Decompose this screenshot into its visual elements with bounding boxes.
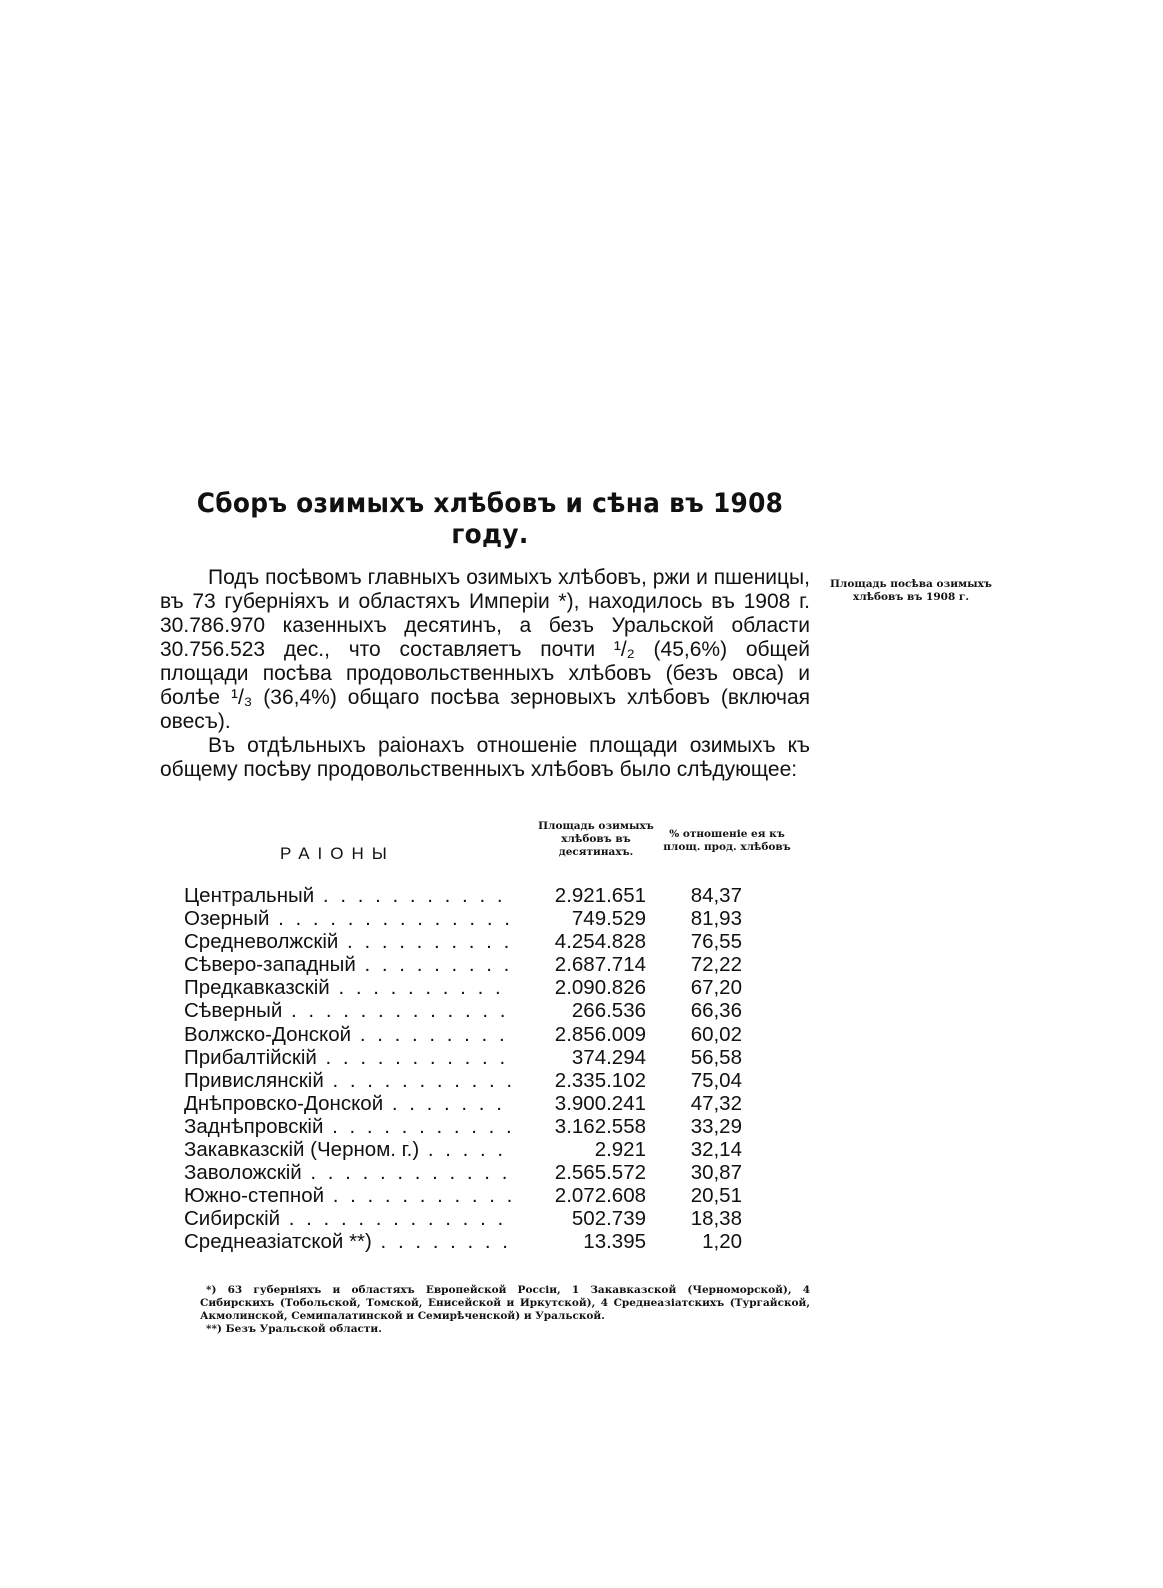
footnote-1: *) 63 губерніяхъ и областяхъ Европейской Россіи, 1 Закавказской (Черноморской), 4 Сибирскихъ (Тобольской, Томской, Енисейской и Иркутской), 4 Среднеазіатскихъ (Тургайской, Акмолинской, Семипалатинской и Семирѣченской) и Уральской. [200,1284,810,1322]
cell-name: Волжско-Донской . . . [184,1023,514,1047]
cell-name: Привислянскій . . . [184,1069,514,1093]
cell-pct: 32,14 [690,1138,742,1162]
table-row [184,1115,804,1138]
table-header [184,818,804,884]
cell-pct: 84,37 [690,884,742,907]
cell-area: 2.921 [594,1138,646,1162]
cell-pct: 47,32 [690,1091,742,1115]
table-row [184,907,804,930]
footnotes [200,1284,810,1336]
cell-pct: 30,87 [690,1161,742,1185]
cell-area: 2.687.714 [554,953,646,977]
margin-note: Площадь посѣва озимыхъ хлѣбовъ въ 1908 г. [830,578,992,603]
regions-table [184,818,804,1254]
body-text [160,566,810,782]
cell-pct: 76,55 [690,930,742,954]
cell-area: 2.856.009 [554,1022,646,1046]
cell-pct: 66,36 [690,999,742,1023]
table-body [184,884,804,1254]
cell-area: 2.565.572 [554,1161,646,1185]
cell-pct: 18,38 [690,1207,742,1231]
header-pct: % отношеніе ея къ площ. прод. хлѣбовъ [663,828,791,853]
cell-name: Сибирскій . . . [184,1207,514,1231]
cell-pct: 81,93 [690,907,742,931]
cell-area: 2.335.102 [554,1068,646,1092]
cell-area: 749.529 [571,907,646,931]
cell-name: Днѣпровско-Донской . . . [184,1092,514,1116]
table-row [184,1138,804,1161]
footnote-2: **) Безъ Уральской области. [206,1323,382,1335]
cell-area: 3.162.558 [554,1114,646,1138]
header-region: РАІОНЫ [280,844,395,863]
cell-area: 3.900.241 [554,1091,646,1115]
paragraph-1: Подъ посѣвомъ главныхъ озимыхъ хлѣбовъ, ржи и пшеницы, въ 73 губерніяхъ и областяхъ Имперіи *), находилось въ 1908 г. 30.786.970 казенныхъ десятинъ, а безъ Уральской области 30.756.523 дес., что составляетъ почти ¹/₂ (45,6%) общей площади посѣва продовольственныхъ хлѣбовъ (безъ овса) и болѣе ¹/₃ (36,4%) общаго посѣва зерновыхъ хлѣбовъ (включая овесъ). [160,566,810,733]
cell-area: 266.536 [571,999,646,1023]
cell-area: 13.395 [583,1230,646,1254]
header-area: Площадь озимыхъ хлѣбовъ въ десятинахъ. [538,820,654,858]
cell-name: Заднѣпровскій . . . [184,1115,514,1139]
table-row [184,930,804,953]
table-row [184,1184,804,1207]
cell-name: Озерный . . . [184,907,514,931]
table-row [184,1069,804,1092]
table-row [184,1046,804,1069]
cell-name: Прибалтійскій . . . [184,1046,514,1070]
cell-name: Центральный . . . [184,884,514,908]
cell-name: Среднеазіатской **) . . . [184,1230,514,1254]
cell-pct: 67,20 [690,976,742,1000]
table-row [184,953,804,976]
cell-area: 4.254.828 [554,930,646,954]
table-row [184,1230,804,1253]
table-row [184,976,804,999]
cell-name: Закавказскій (Черном. г.) . . . [184,1138,514,1162]
cell-name: Южно-степной . . . [184,1184,514,1208]
cell-pct: 1,20 [702,1230,742,1254]
cell-name: Сѣверо-западный . . . [184,953,514,977]
table-row [184,884,804,907]
cell-pct: 56,58 [690,1045,742,1069]
cell-area: 374.294 [571,1045,646,1069]
cell-name: Сѣверный . . . [184,999,514,1023]
cell-pct: 33,29 [690,1114,742,1138]
cell-name: Заволожскій . . . [184,1161,514,1185]
table-row [184,1092,804,1115]
page-title: Сборъ озимыхъ хлѣбовъ и сѣна въ 1908 году. [196,488,784,550]
cell-pct: 20,51 [690,1184,742,1208]
cell-pct: 75,04 [690,1068,742,1092]
cell-area: 2.921.651 [554,884,646,907]
cell-area: 2.072.608 [554,1184,646,1208]
cell-name: Средневолжскій . . . [184,930,514,954]
cell-pct: 60,02 [690,1022,742,1046]
cell-pct: 72,22 [690,953,742,977]
cell-name: Предкавказскій . . . [184,976,514,1000]
table-row [184,1023,804,1046]
table-row [184,1161,804,1184]
table-row [184,999,804,1022]
table-row [184,1207,804,1230]
cell-area: 2.090.826 [554,976,646,1000]
cell-area: 502.739 [571,1207,646,1231]
paragraph-2: Въ отдѣльныхъ раіонахъ отношеніе площади озимыхъ къ общему посѣву продовольственныхъ хлѣбовъ было слѣдующее: [160,734,810,781]
